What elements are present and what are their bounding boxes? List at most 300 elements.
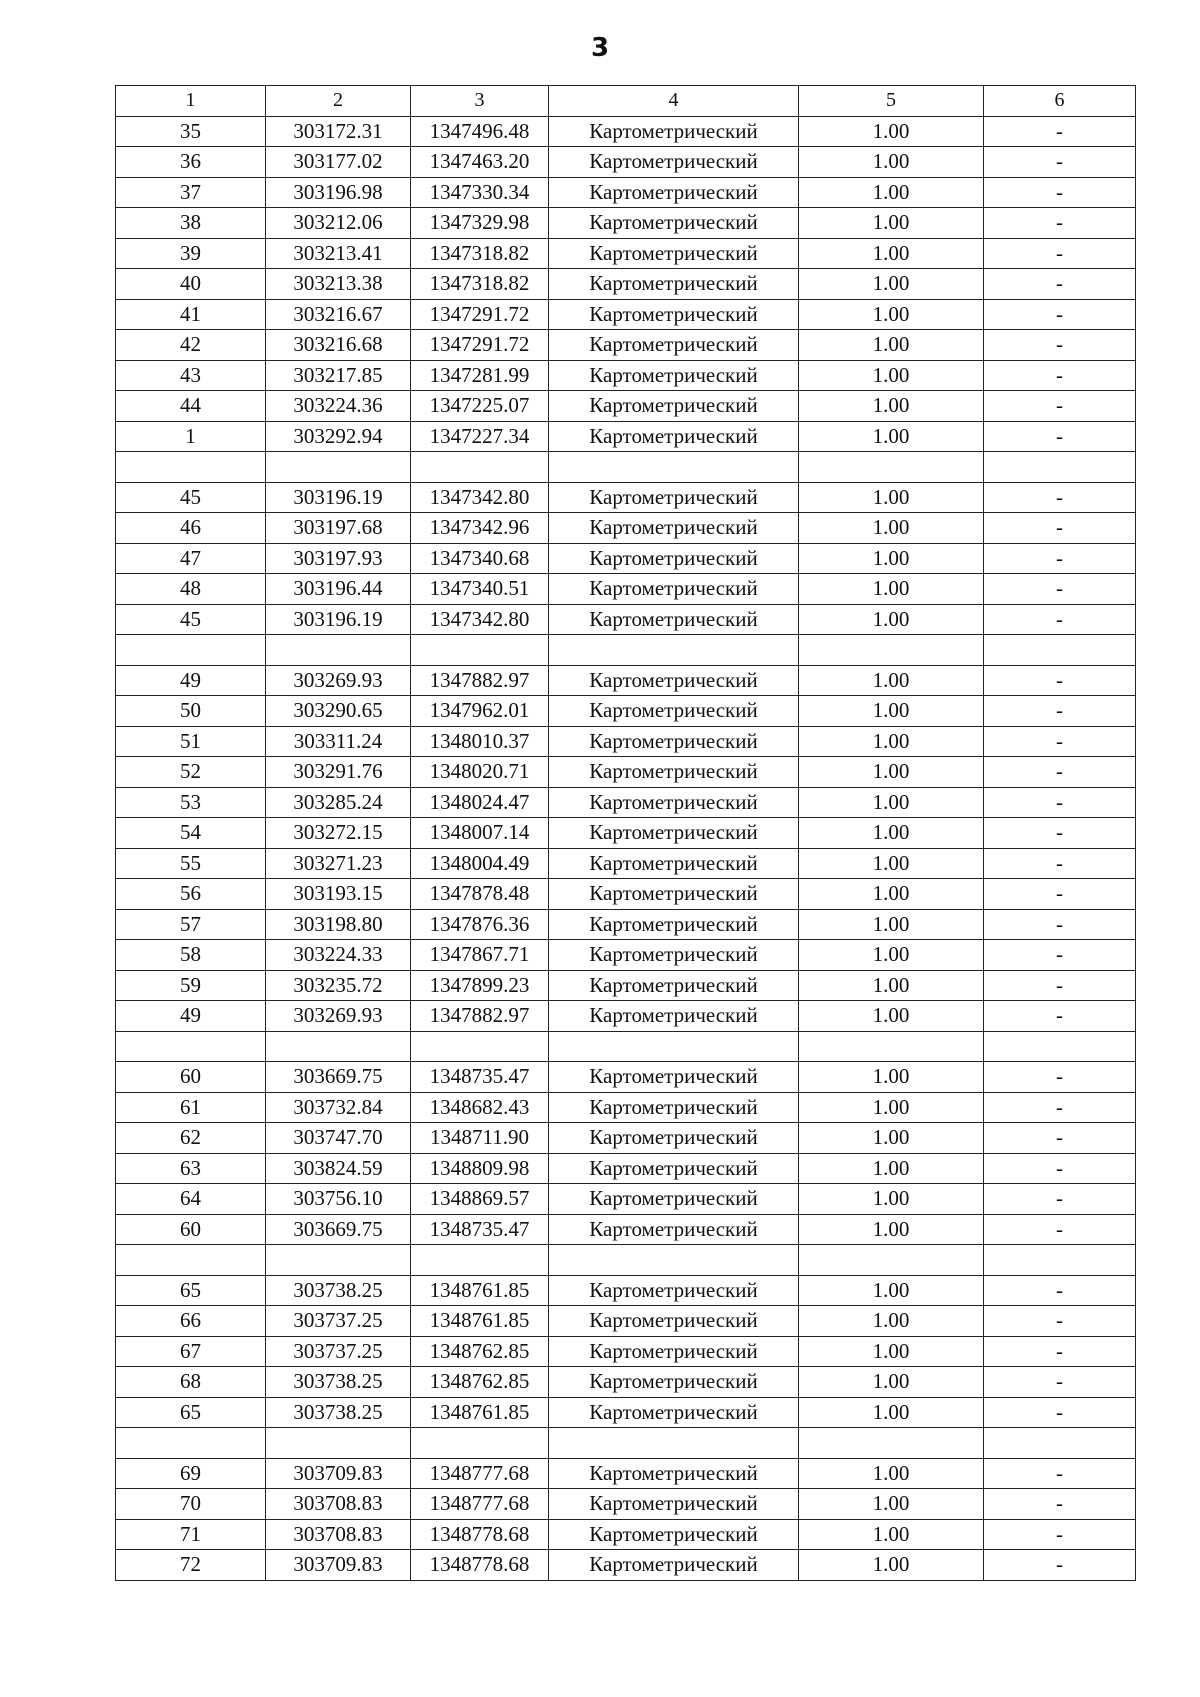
table-cell [411,635,549,666]
table-cell: Картометрический [549,1214,799,1245]
table-cell: Картометрический [549,848,799,879]
table-cell [984,1031,1136,1062]
table-cell: 1.00 [799,421,984,452]
table-cell: - [984,208,1136,239]
table-cell: 303747.70 [266,1123,411,1154]
table-cell: - [984,1397,1136,1428]
table-row [116,482,1136,513]
table-row [116,787,1136,818]
table-cell: 1.00 [799,1214,984,1245]
header-cell: 5 [799,86,984,117]
table-cell: 1347225.07 [411,391,549,422]
table-cell: 303269.93 [266,665,411,696]
table-cell: - [984,1306,1136,1337]
table-cell: - [984,909,1136,940]
table-cell [984,635,1136,666]
table-cell: 40 [116,269,266,300]
table-cell: 1348024.47 [411,787,549,818]
table-cell [411,1031,549,1062]
table-cell: 1347342.96 [411,513,549,544]
table-cell: 1347318.82 [411,238,549,269]
table-cell: 45 [116,604,266,635]
table-cell: - [984,970,1136,1001]
table-cell: 1.00 [799,269,984,300]
table-cell: 303824.59 [266,1153,411,1184]
table-cell: 1348004.49 [411,848,549,879]
table-cell: 1.00 [799,1062,984,1093]
table-cell: 303177.02 [266,147,411,178]
table-cell: 1.00 [799,1123,984,1154]
table-cell: 303224.36 [266,391,411,422]
table-cell: Картометрический [549,330,799,361]
table-cell [116,1245,266,1276]
table-cell: 1347318.82 [411,269,549,300]
table-cell: 54 [116,818,266,849]
table-cell: 55 [116,848,266,879]
table-cell: Картометрический [549,543,799,574]
table-row [116,696,1136,727]
table-cell: Картометрический [549,818,799,849]
table-cell: 303235.72 [266,970,411,1001]
table-cell: - [984,1336,1136,1367]
table-cell: - [984,1062,1136,1093]
table-cell: 303756.10 [266,1184,411,1215]
table-cell: - [984,1458,1136,1489]
table-cell: 303669.75 [266,1062,411,1093]
table-cell: 1348809.98 [411,1153,549,1184]
table-cell: - [984,1275,1136,1306]
table-row [116,1062,1136,1093]
table-cell: 1.00 [799,757,984,788]
table-cell: Картометрический [549,513,799,544]
table-cell: Картометрический [549,391,799,422]
table-row [116,909,1136,940]
table-cell: Картометрический [549,665,799,696]
table-cell: 1348761.85 [411,1306,549,1337]
table-cell: - [984,879,1136,910]
table-cell: - [984,696,1136,727]
table-cell: 65 [116,1397,266,1428]
table-cell: 1347342.80 [411,482,549,513]
table-cell: Картометрический [549,1092,799,1123]
table-cell: 303216.68 [266,330,411,361]
table-row [116,1001,1136,1032]
table-cell: 45 [116,482,266,513]
table-cell: - [984,177,1136,208]
table-cell: 1348777.68 [411,1489,549,1520]
table-cell [549,1031,799,1062]
table-row [116,604,1136,635]
table-cell: 1.00 [799,1336,984,1367]
table-cell: 303272.15 [266,818,411,849]
table-cell: 1347496.48 [411,116,549,147]
table-cell: Картометрический [549,1275,799,1306]
table-cell: 1.00 [799,1184,984,1215]
header-row [116,86,1136,117]
table-row [116,1550,1136,1581]
table-row [116,574,1136,605]
table-row [116,818,1136,849]
table-cell [116,452,266,483]
table-cell: 303193.15 [266,879,411,910]
table-cell [984,452,1136,483]
table-cell: 1348735.47 [411,1062,549,1093]
table-cell: 1.00 [799,940,984,971]
header-cell: 2 [266,86,411,117]
table-cell: 64 [116,1184,266,1215]
table-row [116,848,1136,879]
header-cell: 4 [549,86,799,117]
table-cell [549,452,799,483]
table-cell: 1347867.71 [411,940,549,971]
coordinates-table [115,85,1136,1581]
table-cell: 303285.24 [266,787,411,818]
table-cell: Картометрический [549,1519,799,1550]
table-cell: 1.00 [799,1275,984,1306]
table-cell: Картометрический [549,1153,799,1184]
table-cell: 1.00 [799,1367,984,1398]
table-cell: 1.00 [799,177,984,208]
table-cell [549,1245,799,1276]
table-cell: - [984,1001,1136,1032]
table-cell: 1.00 [799,787,984,818]
table-cell: 51 [116,726,266,757]
table-cell: 1.00 [799,1153,984,1184]
table-cell: - [984,330,1136,361]
table-cell [799,635,984,666]
header-cell: 1 [116,86,266,117]
table-cell: 303198.80 [266,909,411,940]
table-cell: 1347899.23 [411,970,549,1001]
table-cell [799,1428,984,1459]
table-cell: - [984,391,1136,422]
table-cell: 1.00 [799,299,984,330]
table-cell: 303732.84 [266,1092,411,1123]
table-cell [799,1031,984,1062]
table-cell: Картометрический [549,757,799,788]
table-row [116,1367,1136,1398]
table-cell: Картометрический [549,421,799,452]
table-row [116,238,1136,269]
table-cell: Картометрический [549,116,799,147]
table-cell: 1348778.68 [411,1550,549,1581]
table-cell: 303737.25 [266,1336,411,1367]
table-cell: Картометрический [549,1550,799,1581]
table-cell: Картометрический [549,269,799,300]
table-cell: Картометрический [549,482,799,513]
table-cell: 1348010.37 [411,726,549,757]
table-cell: Картометрический [549,696,799,727]
table-cell: 1348761.85 [411,1397,549,1428]
table-cell: 303196.98 [266,177,411,208]
table-row [116,391,1136,422]
table-cell: 1.00 [799,909,984,940]
table-cell: - [984,1214,1136,1245]
table-cell: 46 [116,513,266,544]
table-cell: 1 [116,421,266,452]
table-cell: 303196.19 [266,482,411,513]
table-cell: Картометрический [549,1336,799,1367]
table-cell: - [984,1092,1136,1123]
table-cell: 1.00 [799,543,984,574]
table-cell: 1348869.57 [411,1184,549,1215]
table-cell: - [984,757,1136,788]
table-cell: 303196.44 [266,574,411,605]
table-cell: 1348762.85 [411,1367,549,1398]
table-cell: 303271.23 [266,848,411,879]
table-cell: - [984,482,1136,513]
table-cell [984,1428,1136,1459]
table-cell: 1.00 [799,1519,984,1550]
table-cell: 70 [116,1489,266,1520]
table-row [116,1519,1136,1550]
table-cell: 50 [116,696,266,727]
table-row [116,1489,1136,1520]
table-cell: 1347878.48 [411,879,549,910]
table-cell: - [984,269,1136,300]
table-cell: 35 [116,116,266,147]
table-cell: 1347882.97 [411,665,549,696]
table-cell: Картометрический [549,726,799,757]
table-row [116,1275,1136,1306]
table-cell [411,1428,549,1459]
table-cell: 1.00 [799,879,984,910]
table-cell: 48 [116,574,266,605]
table-cell: Картометрический [549,238,799,269]
table-cell: 1347342.80 [411,604,549,635]
table-cell: Картометрический [549,787,799,818]
table-cell: 42 [116,330,266,361]
table-cell: 1348735.47 [411,1214,549,1245]
table-cell: 1.00 [799,208,984,239]
table-cell: Картометрический [549,574,799,605]
table-cell: 303292.94 [266,421,411,452]
table-cell: 44 [116,391,266,422]
table-cell [549,635,799,666]
table-cell: 1347291.72 [411,330,549,361]
header-cell: 3 [411,86,549,117]
table-cell: 47 [116,543,266,574]
table-cell: 1348762.85 [411,1336,549,1367]
table-cell: 66 [116,1306,266,1337]
table-cell: 52 [116,757,266,788]
table-cell: - [984,1550,1136,1581]
table-cell: 303269.93 [266,1001,411,1032]
table-cell: 60 [116,1062,266,1093]
table-cell: 1347876.36 [411,909,549,940]
table-cell [411,1245,549,1276]
table-cell: Картометрический [549,940,799,971]
table-cell: 1347340.68 [411,543,549,574]
table-cell: 303291.76 [266,757,411,788]
table-cell: 303708.83 [266,1489,411,1520]
table-cell: Картометрический [549,1489,799,1520]
table-cell: Картометрический [549,879,799,910]
table-cell: Картометрический [549,1458,799,1489]
table-cell: Картометрический [549,208,799,239]
table-cell: 63 [116,1153,266,1184]
table-cell: 61 [116,1092,266,1123]
table-row [116,543,1136,574]
table-cell: 71 [116,1519,266,1550]
table-row [116,269,1136,300]
table-row [116,635,1136,666]
table-cell [116,1428,266,1459]
table-row [116,879,1136,910]
table-cell: 1348777.68 [411,1458,549,1489]
table-cell: Картометрический [549,1001,799,1032]
table-row [116,1336,1136,1367]
table-cell: 38 [116,208,266,239]
table-cell: 1.00 [799,1092,984,1123]
table-row [116,970,1136,1001]
table-cell: Картометрический [549,360,799,391]
table-cell [984,1245,1136,1276]
table-cell [266,1031,411,1062]
table-cell: 303709.83 [266,1458,411,1489]
table-cell: - [984,543,1136,574]
table-row [116,1306,1136,1337]
table-cell: - [984,1367,1136,1398]
table-cell: 1.00 [799,360,984,391]
table-cell: 303311.24 [266,726,411,757]
table-cell: 1348020.71 [411,757,549,788]
table-row [116,1092,1136,1123]
table-cell: 1.00 [799,116,984,147]
table-cell: 39 [116,238,266,269]
table-row [116,1397,1136,1428]
table-header [116,86,1136,117]
table-cell: 303290.65 [266,696,411,727]
table-cell [411,452,549,483]
table-cell: Картометрический [549,604,799,635]
table-cell: 303197.93 [266,543,411,574]
table-cell: 303196.19 [266,604,411,635]
table-row [116,1245,1136,1276]
table-cell: - [984,147,1136,178]
table-cell: 53 [116,787,266,818]
table-cell: 1347227.34 [411,421,549,452]
table-cell: Картометрический [549,1306,799,1337]
table-cell: 1.00 [799,147,984,178]
table-cell: 56 [116,879,266,910]
table-cell: - [984,238,1136,269]
table-cell: - [984,818,1136,849]
table-cell: Картометрический [549,1397,799,1428]
table-cell: 303172.31 [266,116,411,147]
table-row [116,726,1136,757]
table-cell: 303737.25 [266,1306,411,1337]
table-cell: - [984,116,1136,147]
table-cell: 68 [116,1367,266,1398]
table-row [116,360,1136,391]
table-cell: - [984,1519,1136,1550]
table-cell: 1347329.98 [411,208,549,239]
table-cell: 1348711.90 [411,1123,549,1154]
table-cell [799,452,984,483]
table-cell: 1.00 [799,1489,984,1520]
table-cell: 1.00 [799,391,984,422]
table-row [116,147,1136,178]
table-cell: 1.00 [799,1550,984,1581]
table-cell: 1347281.99 [411,360,549,391]
table-cell: Картометрический [549,299,799,330]
table-cell: 303217.85 [266,360,411,391]
table-cell [266,1428,411,1459]
table-cell: 57 [116,909,266,940]
table-cell: - [984,1489,1136,1520]
table-cell [116,635,266,666]
table-cell [266,1245,411,1276]
table-cell [266,452,411,483]
table-row [116,452,1136,483]
table-cell: 62 [116,1123,266,1154]
table-cell: 303216.67 [266,299,411,330]
table-row [116,330,1136,361]
table-cell: - [984,513,1136,544]
table-cell: - [984,1184,1136,1215]
table-cell: 303213.38 [266,269,411,300]
table-cell: 69 [116,1458,266,1489]
table-cell: 303708.83 [266,1519,411,1550]
table-cell: 1.00 [799,665,984,696]
table-cell: 67 [116,1336,266,1367]
table-cell: 1.00 [799,1306,984,1337]
table-row [116,1153,1136,1184]
table-cell: 58 [116,940,266,971]
table-cell: 59 [116,970,266,1001]
table-cell: - [984,360,1136,391]
table-row [116,665,1136,696]
table-row [116,421,1136,452]
table-cell: 303224.33 [266,940,411,971]
table-cell: Картометрический [549,1062,799,1093]
table-cell: - [984,848,1136,879]
table-row [116,757,1136,788]
table-cell: 303212.06 [266,208,411,239]
table-cell: - [984,665,1136,696]
table-cell: 1.00 [799,238,984,269]
header-cell: 6 [984,86,1136,117]
table-cell: 1348682.43 [411,1092,549,1123]
table-cell [549,1428,799,1459]
table-cell: 1347291.72 [411,299,549,330]
table-cell: - [984,1123,1136,1154]
table-cell: 1347330.34 [411,177,549,208]
table-row [116,513,1136,544]
table-cell: 303669.75 [266,1214,411,1245]
table-cell: - [984,940,1136,971]
table-cell: - [984,1153,1136,1184]
table-row [116,1031,1136,1062]
table-row [116,1184,1136,1215]
table-cell: 60 [116,1214,266,1245]
table-cell: Картометрический [549,147,799,178]
table-cell: 72 [116,1550,266,1581]
table-cell [799,1245,984,1276]
table-cell: 303738.25 [266,1397,411,1428]
table-row [116,177,1136,208]
table-cell [266,635,411,666]
table-cell: 49 [116,1001,266,1032]
table-cell: 1347340.51 [411,574,549,605]
table-cell: 1.00 [799,726,984,757]
table-cell: 1347463.20 [411,147,549,178]
table-cell: Картометрический [549,1367,799,1398]
table-cell: 303738.25 [266,1275,411,1306]
table-cell: 303709.83 [266,1550,411,1581]
table-row [116,1428,1136,1459]
